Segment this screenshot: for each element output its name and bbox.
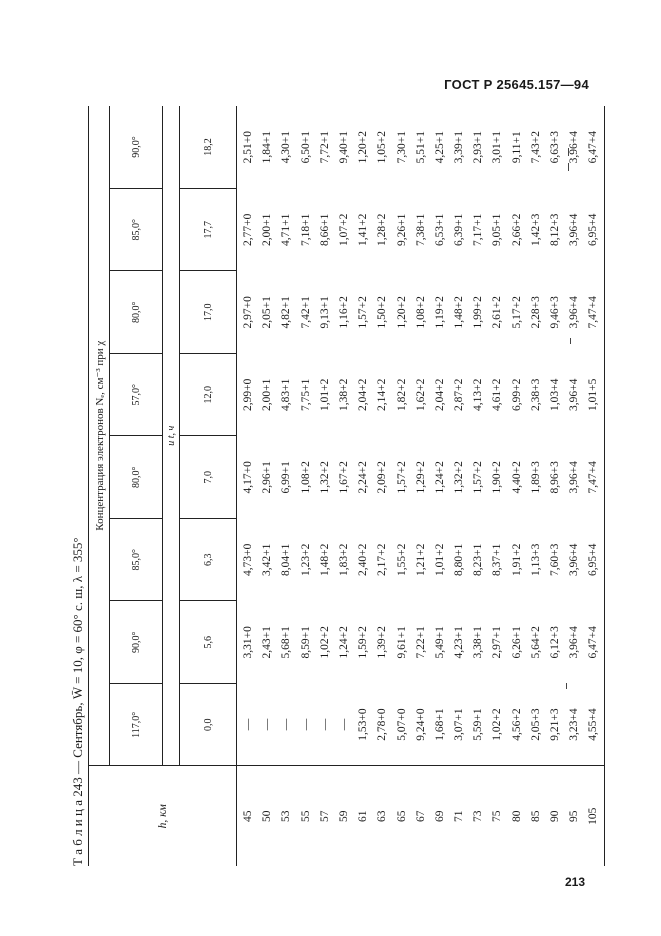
standard-header: ГОСТ Р 25645.157—94: [444, 77, 589, 92]
concentration-value: 6,99+1: [280, 461, 293, 494]
concentration-value: 3,01+1: [491, 131, 504, 164]
concentration-value: 1,39+2: [376, 626, 389, 659]
concentration-value: 1,48+2: [453, 296, 466, 329]
height-value: 85: [529, 810, 542, 822]
concentration-value: 1,07+2: [337, 213, 350, 246]
value-column: [237, 436, 605, 519]
concentration-value: —: [261, 718, 274, 731]
concentration-value: 4,82+1: [280, 296, 293, 329]
height-value: 57: [318, 810, 331, 822]
concentration-value: 6,53+1: [433, 213, 446, 246]
concentration-value: 3,96+4: [568, 626, 581, 659]
concentration-value: 4,55+4: [587, 708, 600, 741]
time-header: 18,2: [180, 106, 237, 189]
concentration-value: 1,57+2: [357, 296, 370, 329]
value-column: [237, 189, 605, 272]
concentration-value: 3,31+0: [242, 626, 254, 659]
concentration-value: 6,12+3: [549, 626, 561, 659]
concentration-value: 7,47+4: [587, 461, 600, 494]
concentration-value: 2,78+0: [376, 708, 389, 741]
concentration-value: 3,96+4: [568, 213, 581, 246]
concentration-value: 3,38+1: [472, 626, 485, 659]
time-header: 7,0: [180, 436, 237, 519]
concentration-value: —: [242, 718, 254, 731]
height-value: 61: [357, 810, 370, 822]
concentration-value: 1,28+2: [376, 213, 389, 246]
rotated-table-block: [68, 106, 600, 866]
concentration-value: 1,24+2: [337, 626, 350, 659]
concentration-value: 1,20+2: [395, 296, 408, 329]
concentration-value: 1,68+1: [433, 708, 446, 741]
concentration-value: 8,96+3: [549, 461, 561, 494]
concentration-value: 4,83+1: [280, 378, 293, 411]
concentration-value: 7,42+1: [299, 296, 312, 329]
concentration-value: 1,13+3: [529, 543, 542, 576]
concentration-value: 2,38+3: [529, 378, 542, 411]
concentration-value: 7,38+1: [414, 213, 427, 246]
concentration-value: 2,28+3: [529, 296, 542, 329]
table-caption-text: — Сентябрь, W̄ = 10, φ = 60° с. ш, λ = 355°: [70, 537, 85, 774]
height-value: 59: [337, 810, 350, 822]
concentration-value: 6,26+1: [510, 626, 523, 659]
concentration-value: 4,73+0: [242, 543, 254, 576]
chi-header: 90,0°: [110, 106, 163, 189]
concentration-value: 6,95+4: [587, 213, 600, 246]
chi-header: 85,0°: [110, 189, 163, 272]
concentration-value: 7,22+1: [414, 626, 427, 659]
concentration-value: 1,50+2: [376, 296, 389, 329]
chi-header: 117,0°: [110, 684, 163, 767]
value-column: [237, 354, 605, 437]
height-column-header: h, км: [89, 766, 237, 866]
concentration-value: 5,17+2: [510, 296, 523, 329]
concentration-value: 3,23+4: [568, 708, 581, 741]
concentration-value: 4,56+2: [510, 708, 523, 741]
height-value: 45: [242, 810, 254, 822]
concentration-value: 3,96+4: [568, 378, 581, 411]
concentration-value: —: [280, 718, 293, 731]
concentration-value: 2,93+1: [472, 131, 485, 164]
page-number: 213: [564, 875, 585, 889]
concentration-value: —: [337, 718, 350, 731]
concentration-value: 5,64+2: [529, 626, 542, 659]
concentration-value: 2,96+1: [261, 461, 274, 494]
time-header: 0,0: [180, 684, 237, 767]
concentration-value: 5,07+0: [395, 708, 408, 741]
height-value: 53: [280, 810, 293, 822]
concentration-value: 6,47+4: [587, 131, 600, 164]
concentration-value: 1,23+2: [299, 543, 312, 576]
time-header: 17,7: [180, 189, 237, 272]
concentration-value: 6,95+4: [587, 543, 600, 576]
concentration-value: 3,96+4: [568, 296, 581, 329]
concentration-value: 1,48+2: [318, 543, 331, 576]
concentration-value: 6,63+3: [549, 131, 561, 164]
concentration-value: 4,40+2: [510, 461, 523, 494]
concentration-value: 9,40+1: [337, 131, 350, 164]
concentration-value: 1,62+2: [414, 378, 427, 411]
concentration-value: 2,24+2: [357, 461, 370, 494]
height-value: 65: [395, 810, 408, 822]
concentration-value: 2,00+1: [261, 378, 274, 411]
concentration-value: 2,40+2: [357, 543, 370, 576]
concentration-value: 1,41+2: [357, 213, 370, 246]
concentration-value: 9,13+1: [318, 296, 331, 329]
electron-concentration-table: [88, 106, 605, 866]
concentration-value: 5,51+1: [414, 131, 427, 164]
concentration-value: 2,14+2: [376, 378, 389, 411]
value-column: [237, 106, 605, 189]
concentration-value: 5,68+1: [280, 626, 293, 659]
concentration-value: 6,47+4: [587, 626, 600, 659]
concentration-value: 2,00+1: [261, 213, 274, 246]
chi-header: 85,0°: [110, 519, 163, 602]
time-header-row: [180, 106, 237, 866]
chi-header-row: [110, 106, 163, 866]
concentration-value: 2,97+0: [242, 296, 254, 329]
concentration-value: 1,53+0: [357, 708, 370, 741]
concentration-value: 8,12+3: [549, 213, 561, 246]
concentration-value: 3,42+1: [261, 543, 274, 576]
concentration-value: 5,59+1: [472, 708, 485, 741]
concentration-value: —: [299, 718, 312, 731]
concentration-value: 4,17+0: [242, 461, 254, 494]
concentration-value: 6,39+1: [453, 213, 466, 246]
concentration-value: 9,46+3: [549, 296, 561, 329]
time-header: 5,6: [180, 601, 237, 684]
concentration-value: 4,61+2: [491, 378, 504, 411]
concentration-value: 9,11+1: [510, 131, 523, 164]
concentration-value: 1,01+2: [433, 543, 446, 576]
height-value: 95: [568, 810, 581, 822]
height-value: 71: [453, 810, 466, 822]
time-header: 12,0: [180, 354, 237, 437]
concentration-value: 1,83+2: [337, 543, 350, 576]
concentration-group-header: Концентрация электронов Nₑ, см⁻³ при χ: [89, 106, 110, 766]
concentration-value: 1,21+2: [414, 543, 427, 576]
concentration-value: 1,08+2: [414, 296, 427, 329]
concentration-value: 3,96+4: [568, 461, 581, 494]
value-column: [237, 601, 605, 684]
height-value: 67: [414, 810, 427, 822]
chi-header: 57,0°: [110, 354, 163, 437]
concentration-value: 1,99+2: [472, 296, 485, 329]
concentration-value: 2,04+2: [433, 378, 446, 411]
concentration-value: 7,17+1: [472, 213, 485, 246]
concentration-value: 1,24+2: [433, 461, 446, 494]
concentration-value: 2,51+0: [242, 131, 254, 164]
table-caption-label: Т а б л и ц а 243: [70, 777, 85, 866]
concentration-value: 2,77+0: [242, 213, 254, 246]
concentration-value: 8,37+1: [491, 543, 504, 576]
concentration-value: 2,05+3: [529, 708, 542, 741]
concentration-value: 1,19+2: [433, 296, 446, 329]
chi-header: 90,0°: [110, 601, 163, 684]
concentration-value: 1,67+2: [337, 461, 350, 494]
time-subheader: и t, ч: [163, 106, 180, 766]
concentration-value: 7,75+1: [299, 378, 312, 411]
concentration-value: 7,30+1: [395, 131, 408, 164]
concentration-value: 4,25+1: [433, 131, 446, 164]
concentration-value: 1,08+2: [299, 461, 312, 494]
concentration-value: 3,39+1: [453, 131, 466, 164]
height-value: 63: [376, 810, 389, 822]
height-value: 50: [261, 810, 274, 822]
concentration-value: 1,84+1: [261, 131, 274, 164]
time-header: 6,3: [180, 519, 237, 602]
concentration-value: 1,20+2: [357, 131, 370, 164]
height-value: 105: [587, 807, 600, 825]
concentration-value: 1,38+2: [337, 378, 350, 411]
concentration-value: 1,32+2: [318, 461, 331, 494]
concentration-value: 9,26+1: [395, 213, 408, 246]
height-value: 90: [549, 810, 561, 822]
concentration-value: 1,29+2: [414, 461, 427, 494]
concentration-value: 2,04+2: [357, 378, 370, 411]
table-caption: [68, 106, 88, 866]
concentration-value: 1,16+2: [337, 296, 350, 329]
concentration-value: 2,61+2: [491, 296, 504, 329]
concentration-value: 6,99+2: [510, 378, 523, 411]
concentration-value: 5,49+1: [433, 626, 446, 659]
concentration-value: 1,01+2: [318, 378, 331, 411]
concentration-value: 8,80+1: [453, 543, 466, 576]
concentration-value: 3,96+4: [568, 543, 581, 576]
concentration-value: 7,72+1: [318, 131, 331, 164]
value-column: [237, 519, 605, 602]
concentration-value: 1,42+3: [529, 213, 542, 246]
height-column: [237, 766, 605, 866]
concentration-value: 2,87+2: [453, 378, 466, 411]
height-value: 80: [510, 810, 523, 822]
concentration-value: 3,07+1: [453, 708, 466, 741]
concentration-value: 1,89+3: [529, 461, 542, 494]
time-header: 17,0: [180, 271, 237, 354]
chi-header: 80,0°: [110, 436, 163, 519]
concentration-value: 1,55+2: [395, 543, 408, 576]
concentration-value: 1,57+2: [472, 461, 485, 494]
concentration-value: 2,43+1: [261, 626, 274, 659]
concentration-value: 1,59+2: [357, 626, 370, 659]
concentration-value: 4,71+1: [280, 213, 293, 246]
chi-header: 80,0°: [110, 271, 163, 354]
concentration-value: 8,04+1: [280, 543, 293, 576]
concentration-value: 7,60+3: [549, 543, 561, 576]
table-body-row: [237, 106, 605, 866]
concentration-value: 4,23+1: [453, 626, 466, 659]
concentration-value: —: [318, 718, 331, 731]
concentration-value: 1,03+4: [549, 378, 561, 411]
concentration-value: 1,90+2: [491, 461, 504, 494]
concentration-value: 8,66+1: [318, 213, 331, 246]
concentration-value: 2,09+2: [376, 461, 389, 494]
concentration-value: 1,57+2: [395, 461, 408, 494]
concentration-value: 1,91+2: [510, 543, 523, 576]
concentration-value: 2,66+2: [510, 213, 523, 246]
concentration-value: 1,82+2: [395, 378, 408, 411]
concentration-value: 9,61+1: [395, 626, 408, 659]
concentration-value: 4,30+1: [280, 131, 293, 164]
concentration-value: 1,02+2: [491, 708, 504, 741]
concentration-value: 9,21+3: [549, 708, 561, 741]
concentration-value: 6,50+1: [299, 131, 312, 164]
concentration-value: 2,17+2: [376, 543, 389, 576]
height-value: 55: [299, 810, 312, 822]
concentration-value: 7,47+4: [587, 296, 600, 329]
concentration-value: 4,13+2: [472, 378, 485, 411]
concentration-value: 7,43+2: [529, 131, 542, 164]
height-value: 69: [433, 810, 446, 822]
height-value: 73: [472, 810, 485, 822]
value-column: [237, 684, 605, 767]
concentration-value: 1,32+2: [453, 461, 466, 494]
concentration-value: 3,96+4: [568, 131, 581, 164]
concentration-value: 9,05+1: [491, 213, 504, 246]
concentration-value: 9,24+0: [414, 708, 427, 741]
concentration-value: 1,01+5: [587, 378, 600, 411]
concentration-value: 2,99+0: [242, 378, 254, 411]
concentration-value: 2,97+1: [491, 626, 504, 659]
concentration-value: 1,02+2: [318, 626, 331, 659]
concentration-value: 8,23+1: [472, 543, 485, 576]
height-value: 75: [491, 810, 504, 822]
concentration-value: 8,59+1: [299, 626, 312, 659]
value-column: [237, 271, 605, 354]
concentration-value: 2,05+1: [261, 296, 274, 329]
concentration-value: 1,05+2: [376, 131, 389, 164]
concentration-value: 7,18+1: [299, 213, 312, 246]
